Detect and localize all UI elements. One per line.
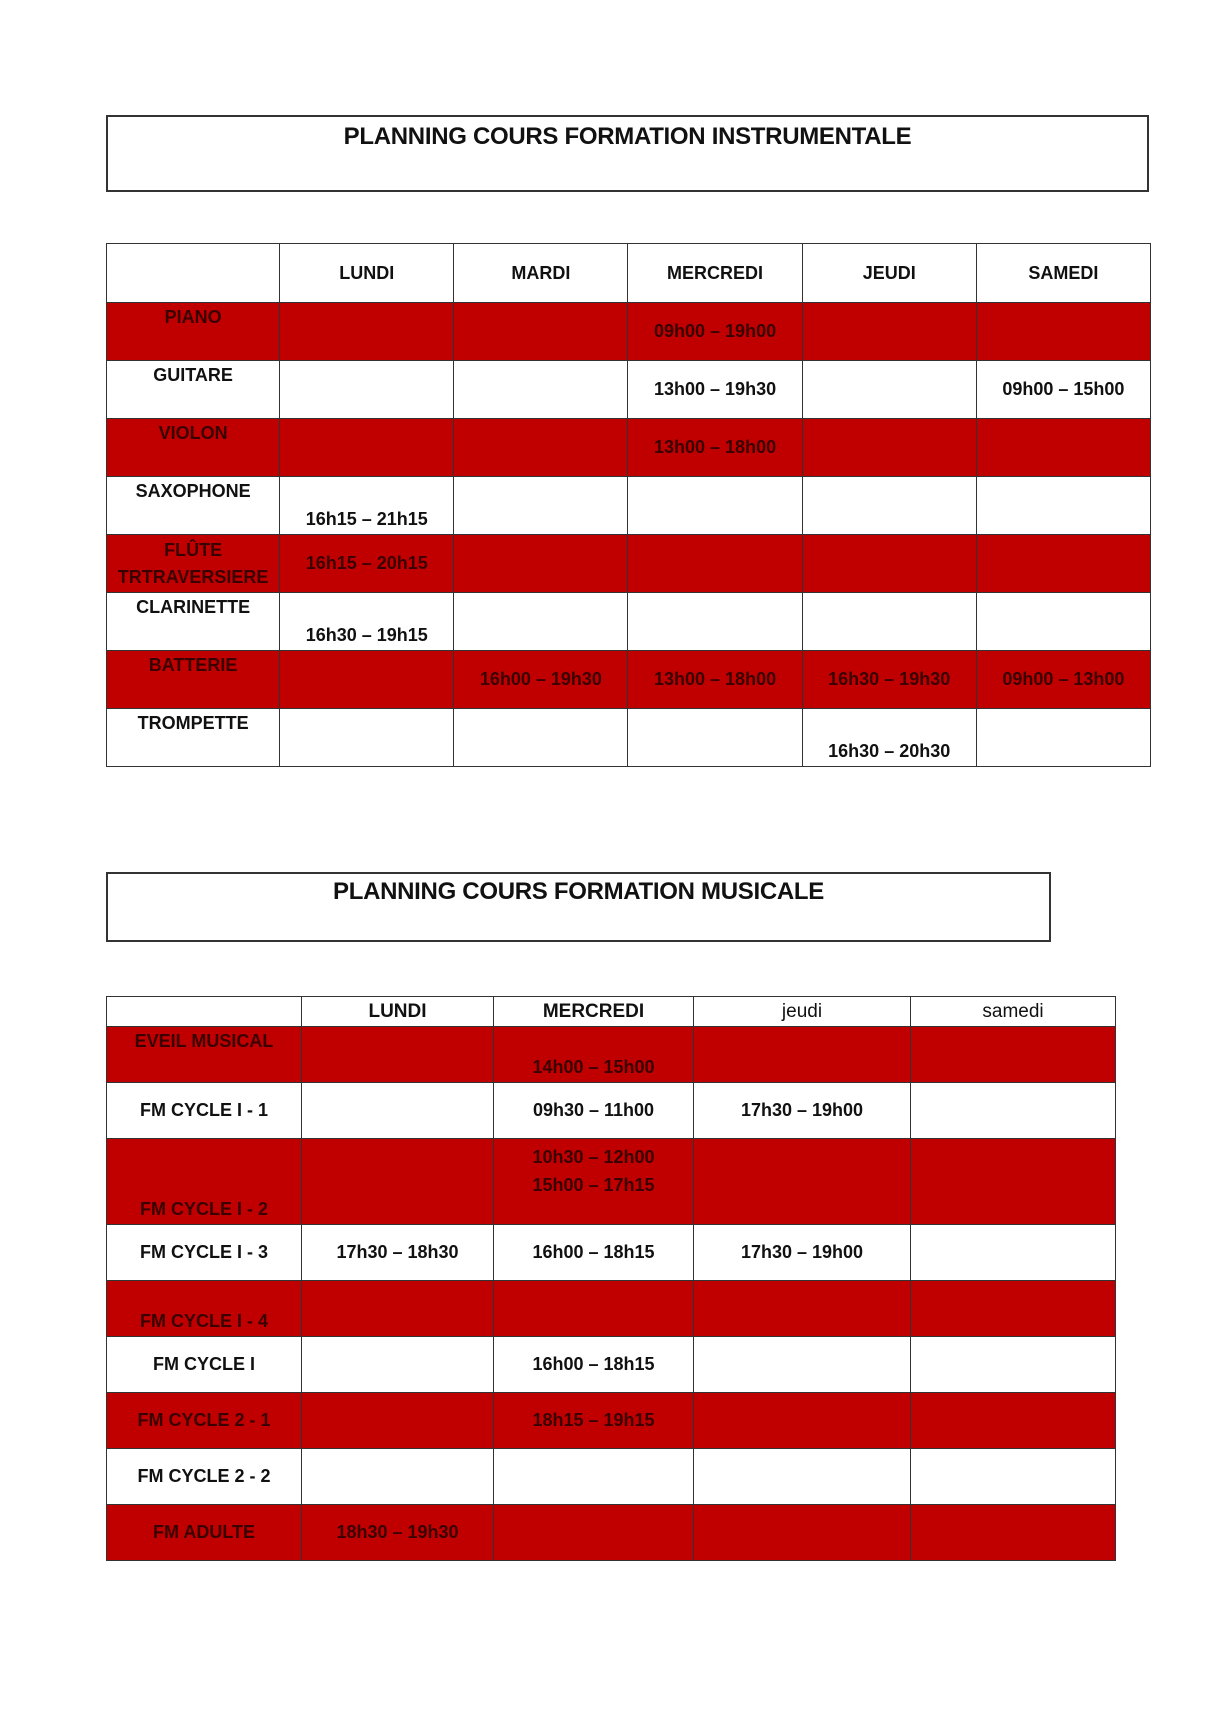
table-row (107, 593, 1151, 651)
table-row (107, 1449, 1116, 1505)
row-label: FM CYCLE 2 - 2 (107, 1449, 302, 1505)
header-cell: MERCREDI (628, 244, 802, 303)
table-cell (494, 1505, 694, 1561)
header-cell: JEUDI (802, 244, 976, 303)
table-row (107, 651, 1151, 709)
table-cell: 16h30 – 19h30 (802, 651, 976, 709)
table-cell (628, 477, 802, 535)
musicale-title: PLANNING COURS FORMATION MUSICALE (333, 878, 824, 905)
table-cell (976, 593, 1150, 651)
table-cell (280, 651, 454, 709)
table-row (107, 1225, 1116, 1281)
table-cell: 17h30 – 19h00 (694, 1083, 911, 1139)
header-cell: LUNDI (280, 244, 454, 303)
table-cell (976, 477, 1150, 535)
row-label: EVEIL MUSICAL (107, 1027, 302, 1083)
header-cell: SAMEDI (976, 244, 1150, 303)
table-cell (694, 1449, 911, 1505)
table-cell: 13h00 – 18h00 (628, 419, 802, 477)
table-cell (911, 1449, 1116, 1505)
time-slot: 15h00 – 17h15 (532, 1175, 655, 1195)
row-label: BATTERIE (107, 651, 280, 709)
header-cell: jeudi (694, 997, 911, 1027)
table-cell (911, 1505, 1116, 1561)
row-label: FM CYCLE I - 1 (107, 1083, 302, 1139)
musicale-schedule-table (106, 996, 1116, 1561)
table-cell (454, 361, 628, 419)
header-cell: LUNDI (302, 997, 494, 1027)
table-cell: 16h30 – 20h30 (802, 709, 976, 767)
table-cell: 09h00 – 19h00 (628, 303, 802, 361)
table-row (107, 1505, 1116, 1561)
row-label: FM CYCLE I - 3 (107, 1225, 302, 1281)
table-cell: 16h00 – 19h30 (454, 651, 628, 709)
table-cell (280, 709, 454, 767)
table-cell (694, 1139, 911, 1225)
table-cell (454, 419, 628, 477)
table-cell (628, 593, 802, 651)
header-cell (107, 244, 280, 303)
table-cell: 16h15 – 20h15 (280, 535, 454, 593)
row-label: FM CYCLE I - 4 (107, 1281, 302, 1337)
table-row (107, 1281, 1116, 1337)
row-label: VIOLON (107, 419, 280, 477)
table-cell (976, 709, 1150, 767)
table-cell: 09h30 – 11h00 (494, 1083, 694, 1139)
table-cell (911, 1027, 1116, 1083)
row-label: GUITARE (107, 361, 280, 419)
table-cell (454, 709, 628, 767)
table-cell (911, 1281, 1116, 1337)
row-label (107, 535, 280, 593)
header-cell: samedi (911, 997, 1116, 1027)
table-row (107, 1393, 1116, 1449)
instrumental-schedule-table (106, 243, 1151, 767)
table-cell (628, 709, 802, 767)
table-cell (911, 1337, 1116, 1393)
row-label: FM CYCLE I (107, 1337, 302, 1393)
table-cell: 18h30 – 19h30 (302, 1505, 494, 1561)
table-row (107, 1337, 1116, 1393)
table-cell: 16h00 – 18h15 (494, 1337, 694, 1393)
row-label: FM CYCLE I - 2 (107, 1139, 302, 1225)
table-cell (494, 1449, 694, 1505)
table-cell (911, 1083, 1116, 1139)
table-cell (911, 1393, 1116, 1449)
table-cell (911, 1139, 1116, 1225)
table-cell (976, 419, 1150, 477)
row-label: PIANO (107, 303, 280, 361)
table-cell (802, 477, 976, 535)
table-cell (454, 477, 628, 535)
row-label: SAXOPHONE (107, 477, 280, 535)
table-header-row (107, 997, 1116, 1027)
table-cell (694, 1393, 911, 1449)
table-cell (280, 361, 454, 419)
table-cell (302, 1393, 494, 1449)
table-row (107, 303, 1151, 361)
table-cell (454, 303, 628, 361)
table-cell (302, 1083, 494, 1139)
table-cell: 13h00 – 19h30 (628, 361, 802, 419)
musicale-title-box (106, 872, 1051, 942)
row-label: TROMPETTE (107, 709, 280, 767)
header-cell: MERCREDI (494, 997, 694, 1027)
table-row (107, 477, 1151, 535)
table-row (107, 1027, 1116, 1083)
table-cell (976, 303, 1150, 361)
table-cell (454, 535, 628, 593)
table-cell (628, 535, 802, 593)
table-cell: 14h00 – 15h00 (494, 1027, 694, 1083)
table-cell (302, 1139, 494, 1225)
table-cell: 09h00 – 13h00 (976, 651, 1150, 709)
header-cell (107, 997, 302, 1027)
table-cell (911, 1225, 1116, 1281)
table-cell (454, 593, 628, 651)
table-row (107, 1139, 1116, 1225)
table-cell (802, 419, 976, 477)
header-cell: MARDI (454, 244, 628, 303)
table-cell: 09h00 – 15h00 (976, 361, 1150, 419)
table-cell (494, 1139, 694, 1225)
table-cell (302, 1027, 494, 1083)
table-cell: 16h00 – 18h15 (494, 1225, 694, 1281)
table-cell (280, 419, 454, 477)
table-cell (802, 593, 976, 651)
table-cell: 16h30 – 19h15 (280, 593, 454, 651)
table-row (107, 1083, 1116, 1139)
instrumental-title-box (106, 115, 1149, 192)
table-cell (976, 535, 1150, 593)
table-cell (302, 1449, 494, 1505)
table-cell (802, 303, 976, 361)
table-cell: 13h00 – 18h00 (628, 651, 802, 709)
table-cell (280, 303, 454, 361)
table-cell: 18h15 – 19h15 (494, 1393, 694, 1449)
instrumental-title: PLANNING COURS FORMATION INSTRUMENTALE (343, 123, 912, 150)
time-slot: 10h30 – 12h00 (532, 1147, 655, 1167)
table-row (107, 419, 1151, 477)
row-label: CLARINETTE (107, 593, 280, 651)
table-cell (694, 1505, 911, 1561)
row-label-line: FLÛTE (164, 539, 223, 560)
table-row (107, 709, 1151, 767)
table-cell (302, 1281, 494, 1337)
row-label: FM CYCLE 2 - 1 (107, 1393, 302, 1449)
table-cell: 17h30 – 18h30 (302, 1225, 494, 1281)
table-row (107, 535, 1151, 593)
table-cell: 17h30 – 19h00 (694, 1225, 911, 1281)
table-cell (302, 1337, 494, 1393)
table-cell (494, 1281, 694, 1337)
table-cell (694, 1337, 911, 1393)
table-cell (802, 361, 976, 419)
table-cell: 16h15 – 21h15 (280, 477, 454, 535)
table-header-row (107, 244, 1151, 303)
table-row (107, 361, 1151, 419)
table-cell (694, 1281, 911, 1337)
table-cell (802, 535, 976, 593)
table-cell (694, 1027, 911, 1083)
row-label-line: TRTRAVERSIERE (117, 566, 269, 587)
row-label: FM ADULTE (107, 1505, 302, 1561)
